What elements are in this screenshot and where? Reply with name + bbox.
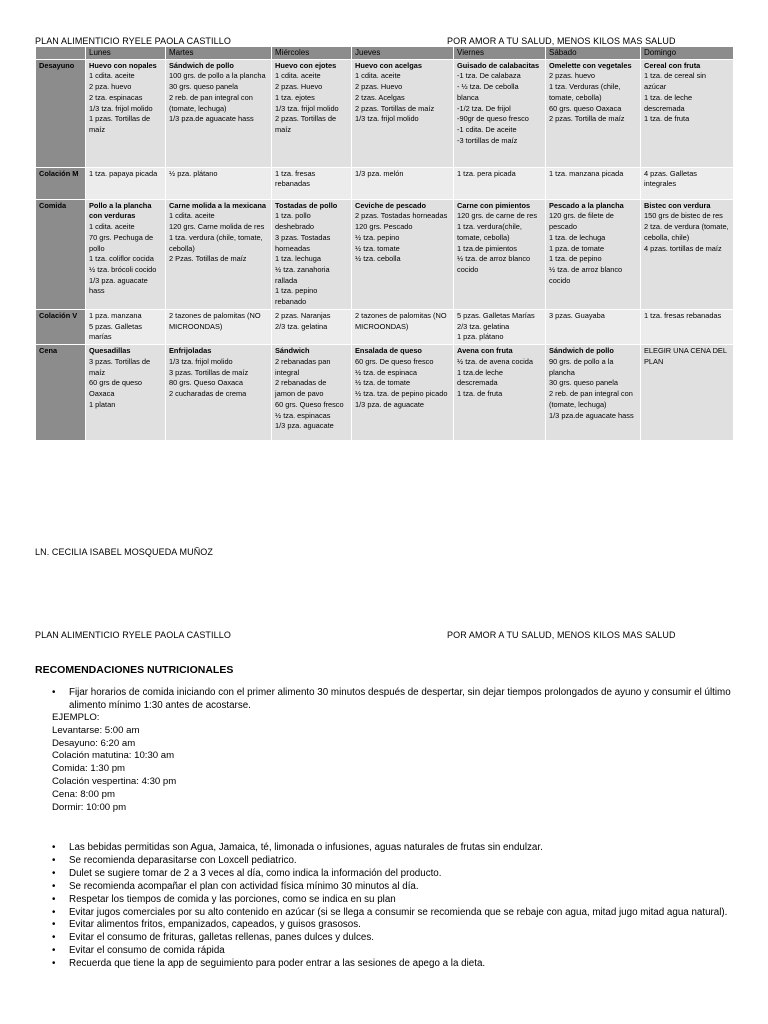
ingredient-line: -90gr de queso fresco	[457, 114, 529, 124]
meal-cell	[454, 345, 546, 441]
ingredient-line: 2 reb. de pan integral con (tomate, lechuga)	[549, 389, 633, 409]
ingredient-line: 2 tza. espinacas	[89, 92, 143, 102]
ingredient-line: ½ tza. de arroz blanco cocido	[457, 254, 531, 274]
day-header: Miércoles	[272, 47, 352, 60]
ingredient-line: 1 tza. verdura (chile, tomate, cebolla)	[169, 232, 263, 253]
ingredient-line: 2 cucharadas de crema	[169, 389, 247, 399]
meal-cell	[166, 345, 272, 441]
ingredient-line: 1/3 tza. frijol molido	[275, 103, 339, 113]
ingredient-line: 1/3 pza. aguacate hass	[89, 275, 148, 296]
ingredient-line: 1 tza. fresas rebanadas	[644, 310, 722, 320]
ingredient-line: ½ tza. tomate	[355, 243, 400, 253]
ingredient-line: 2 tzas. Acelgas	[355, 92, 405, 102]
meal-cell	[546, 59, 641, 167]
day-header: Jueves	[352, 47, 454, 60]
meal-cell	[272, 309, 352, 344]
dish-name: Cereal con fruta	[644, 60, 701, 70]
meal-cell	[166, 167, 272, 199]
dish-name: Pescado a la plancha	[549, 200, 624, 210]
dish-name: Huevo con acelgas	[355, 60, 422, 70]
ingredient-line: 2/3 tza. gelatina	[275, 321, 328, 331]
ingredient-line: 1 tza. ejotes	[275, 92, 315, 102]
plan-title-2: PLAN ALIMENTICIO RYELE PAOLA CASTILLO	[35, 630, 231, 640]
recommendation-item: • Se recomienda acompañar el plan con actividad física mínimo 30 minutos al día.	[52, 881, 732, 894]
meal-cell	[641, 167, 734, 199]
ingredient-line: 60 grs. De queso fresco	[355, 356, 434, 366]
meal-cell	[352, 199, 454, 309]
recommendations-title: RECOMENDACIONES NUTRICIONALES	[35, 664, 234, 676]
dish-name: Huevo con nopales	[89, 60, 157, 70]
dish-name: Sándwich de pollo	[549, 346, 614, 356]
ingredient-line: 2 pzas. Tortillas de maíz	[275, 114, 337, 134]
meal-cell	[86, 309, 166, 344]
ingredient-line: 2 rebanadas de jamon de pavo	[275, 378, 327, 399]
day-header: Domingo	[641, 47, 734, 60]
meal-cell	[641, 59, 734, 167]
ingredient-line: 4 pzas. tortillas de maíz	[644, 243, 722, 253]
dish-name: Pollo a la plancha con verduras	[89, 200, 152, 221]
ingredient-line: 5 pzas. Galletas Marías	[457, 310, 535, 320]
meal-cell	[166, 199, 272, 309]
dish-name: Omelette con vegetales	[549, 60, 632, 70]
ingredient-line: 1 tza. de lechuga	[549, 232, 606, 242]
meal-plan-table	[35, 46, 734, 441]
ingredient-line: 1/3 pza.de aguacate hass	[549, 410, 634, 420]
ingredient-line: 1 platan	[89, 399, 116, 409]
meal-cell	[272, 59, 352, 167]
schedule-line: Colación matutina: 10:30 am	[52, 750, 175, 762]
ingredient-line: 1 pzas. Tortillas de maíz	[89, 114, 151, 134]
meal-cell	[166, 59, 272, 167]
recommendation-item: • Se recomienda deparasitarse con Loxcell pediatrico.	[52, 855, 732, 868]
ingredient-line: 1 tza. Verduras (chile, tomate, cebolla)	[549, 82, 621, 102]
dish-name: Sándwich	[275, 346, 310, 356]
ingredient-line: 1 cdita. aceite	[275, 71, 321, 81]
meal-cell	[454, 199, 546, 309]
ingredient-line: ½ tza. cebolla	[355, 254, 401, 264]
ingredient-line: 120 grs. Carne molida de res	[169, 222, 265, 232]
ingredient-line: 1 cdita. aceite	[169, 211, 215, 221]
ingredient-line: 1/3 pza. aguacate	[275, 421, 334, 431]
ingredient-line: 2 tazones de palomitas (NO MICROONDAS)	[169, 310, 261, 331]
meal-cell	[352, 167, 454, 199]
ingredient-line: 1/3 tza. frijol molido	[355, 114, 419, 124]
ingredient-line: 1/3 pza.de aguacate hass	[169, 114, 254, 124]
ingredient-line: 70 grs. Pechuga de pollo	[89, 232, 154, 253]
meal-cell	[86, 345, 166, 441]
ingredient-line: ½ tza. de tomate	[355, 378, 411, 388]
ingredient-line: 90 grs. de pollo a la plancha	[549, 356, 614, 377]
ingredient-line: 80 grs. Queso Oaxaca	[169, 378, 243, 388]
meal-cell	[86, 199, 166, 309]
ingredient-line: 1 tza.de pimientos	[457, 243, 517, 253]
dish-name: Tostadas de pollo	[275, 200, 338, 210]
meal-cell	[272, 199, 352, 309]
plan-slogan-2: POR AMOR A TU SALUD, MENOS KILOS MAS SALUD	[447, 630, 676, 640]
meal-label: Cena	[36, 345, 86, 441]
ingredient-line: 2 reb. de pan integral con (tomate, lechuga)	[169, 92, 253, 113]
ingredient-line: -1 tza. De calabaza	[457, 71, 521, 81]
meal-label: Desayuno	[36, 59, 86, 167]
meal-cell	[454, 309, 546, 344]
dish-name: Carne con pimientos	[457, 200, 531, 210]
ingredient-line: 2 pzas. Huevo	[275, 82, 323, 92]
ingredient-line: 1 pza. de tomate	[549, 243, 605, 253]
ingredient-line: 2 tazones de palomitas (NO MICROONDAS)	[355, 310, 447, 331]
ingredient-line: 1 tza. de cereal sin azúcar	[644, 71, 707, 92]
recommendation-item: • Evitar jugos comerciales por su alto contenido en azúcar (si se llega a consumir se recomienda que se rebaje con agua, mitad jugo mitad agua natural).	[52, 907, 732, 920]
recommendation-item: • Recuerda que tiene la app de seguimiento para poder entrar a las sesiones de apego a la dieta.	[52, 958, 732, 971]
ingredient-line: 2 Pzas. Totillas de maíz	[169, 254, 247, 264]
ingredient-line: 1 tza.de leche descremada	[457, 367, 504, 388]
ingredient-line: ½ tza. de arroz blanco cocido	[549, 265, 623, 285]
ingredient-line: 1 cdita. aceite	[89, 222, 135, 232]
ingredient-line: 2 pzas. Tortillas de maíz	[355, 103, 435, 113]
day-header: Martes	[166, 47, 272, 60]
meal-cell	[352, 345, 454, 441]
ingredient-line: - ½ tza. De cebolla blanca	[457, 82, 519, 102]
ingredient-line: 1 tza. verdura(chile, tomate, cebolla)	[457, 222, 522, 242]
schedule-line: EJEMPLO:	[52, 712, 100, 723]
ingredient-line: -1 cdita. De aceite	[457, 125, 517, 134]
ingredient-line: 1 tza. fresas rebanadas	[275, 168, 316, 189]
meal-label: Colación V	[36, 309, 86, 344]
recommendation-item: • Respetar los tiempos de comida y las porciones, como se indica en su plan	[52, 894, 732, 907]
meal-cell	[86, 167, 166, 199]
meal-cell	[166, 309, 272, 344]
dish-name: Carne molida a la mexicana	[169, 200, 266, 210]
ingredient-line: 2 rebanadas pan integral	[275, 356, 331, 377]
ingredient-line: 1/3 tza. frijol molido	[169, 356, 233, 366]
ingredient-line: 1 tza. pollo deshebrado	[275, 211, 315, 232]
ingredient-line: 2 tza. de verdura (tomate, cebolla, chile)	[644, 222, 729, 242]
meal-cell	[641, 345, 734, 441]
ingredient-line: 2 pzas. Huevo	[355, 82, 403, 92]
meal-cell	[272, 167, 352, 199]
plan-slogan: POR AMOR A TU SALUD, MENOS KILOS MAS SALUD	[447, 36, 676, 46]
ingredient-line: ½ tza. brócoli cocido	[89, 265, 157, 274]
ingredient-line: 3 pzas. Guayaba	[549, 310, 605, 320]
ingredient-line: 1/3 pza. de aguacate	[355, 399, 425, 409]
ingredient-line: ½ tza. de espinaca	[355, 367, 418, 377]
ingredient-line: 150 grs de bistec de res	[644, 211, 723, 221]
meal-cell	[272, 345, 352, 441]
ingredient-line: 2 pzas. Naranjas	[275, 310, 331, 320]
ingredient-line: 2 pzas. huevo	[549, 71, 596, 81]
meal-label: Colación M	[36, 167, 86, 199]
meal-cell	[546, 345, 641, 441]
ingredient-line: 3 pzas. Tortillas de maíz	[89, 356, 151, 377]
table-row	[36, 199, 734, 309]
meal-cell	[454, 59, 546, 167]
meal-cell	[454, 167, 546, 199]
recommendations-list	[52, 842, 732, 971]
meal-cell	[352, 309, 454, 344]
dish-name: Enfrijoladas	[169, 346, 212, 356]
ingredient-line: ½ tza. pepino	[355, 232, 400, 242]
schedule-line: Cena: 8:00 pm	[52, 788, 115, 800]
meal-label: Comida	[36, 199, 86, 309]
ingredient-line: 2 pzas. Tostadas horneadas	[355, 211, 448, 221]
table-row	[36, 59, 734, 167]
table-row	[36, 345, 734, 441]
ingredient-line: 1/3 tza. frijol molido	[89, 103, 153, 113]
ingredient-line: ELEGIR UNA CENA DEL PLAN	[644, 346, 727, 366]
dish-name: Ceviche de pescado	[355, 200, 427, 210]
ingredient-line: ½ tza. zanahoria rallada	[275, 265, 330, 285]
ingredient-line: 3 pzas. Tortillas de maíz	[169, 367, 249, 377]
recommendation-item: • Evitar alimentos fritos, empanizados, capeados, y guisos grasosos.	[52, 919, 732, 932]
ingredient-line: 4 pzas. Galletas integrales	[644, 168, 697, 189]
ingredient-line: 120 grs. de carne de res	[457, 211, 538, 221]
ingredient-line: 1 tza. pera picada	[457, 168, 516, 178]
dish-name: Quesadillas	[89, 346, 131, 356]
dish-name: Bistec con verdura	[644, 200, 711, 210]
ingredient-line: ½ pza. plátano	[169, 168, 218, 178]
ingredient-line: 1 cdita. aceite	[89, 71, 135, 81]
ingredient-line: 1 tza. de leche descremada	[644, 92, 693, 113]
schedule-line: Dormir: 10:00 pm	[52, 801, 127, 813]
ingredient-line: 1 tza. lechuga	[275, 254, 322, 264]
dish-name: Guisado de calabacitas	[457, 60, 540, 70]
ingredient-line: -1/2 tza. De frijol	[457, 103, 511, 113]
day-header: Viernes	[454, 47, 546, 60]
schedule-line: Desayuno: 6:20 am	[52, 737, 136, 749]
table-header-row	[36, 47, 734, 60]
recommendation-item: • Evitar el consumo de comida rápida	[52, 945, 732, 958]
ingredient-line: 60 grs. queso Oaxaca	[549, 103, 622, 113]
ingredient-line: 100 grs. de pollo a la plancha	[169, 71, 266, 81]
ingredient-line: 1 tza. de fruta	[644, 114, 690, 124]
dish-name: Sándwich de pollo	[169, 60, 234, 70]
dish-name: Huevo con ejotes	[275, 60, 337, 70]
ingredient-line: 3 pzas. Tostadas horneadas	[275, 232, 331, 253]
day-header: Lunes	[86, 47, 166, 60]
ingredient-line: -3 tortillas de maíz	[457, 135, 518, 145]
signature: LN. CECILIA ISABEL MOSQUEDA MUÑOZ	[35, 547, 214, 557]
ingredient-line: 5 pzas. Galletas marías	[89, 321, 142, 342]
meal-cell	[546, 167, 641, 199]
ingredient-line: 120 grs. de filete de pescado	[549, 211, 614, 232]
bullet-icon: •	[52, 687, 56, 698]
table-corner	[36, 47, 86, 60]
ingredient-line: 1 tza. pepino rebanado	[275, 286, 318, 307]
recommendation-item: • Dulet se sugiere tomar de 2 a 3 veces al día, como indica la información del producto.	[52, 868, 732, 881]
dish-name: Ensalada de queso	[355, 346, 422, 356]
ingredient-line: 1 tza. coliflor cocida	[89, 254, 154, 264]
schedule-line: Colación vespertina: 4:30 pm	[52, 775, 177, 787]
table-row	[36, 309, 734, 344]
ingredient-line: 2/3 tza. gelatina	[457, 321, 510, 331]
ingredient-line: 1 tza. papaya picada	[89, 168, 158, 178]
recommendation-item: • Las bebidas permitidas son Agua, Jamaica, té, limonada o infusiones, aguas naturales de frutas sin endulzar.	[52, 842, 732, 855]
ingredient-line: 60 grs de queso Oaxaca	[89, 378, 143, 399]
ingredient-line: 1 pza. plátano	[457, 332, 504, 342]
ingredient-line: ½ tza. tza. de pepino picado	[355, 389, 448, 399]
table-row	[36, 167, 734, 199]
ingredient-line: 1 tza. de pepino	[549, 254, 602, 264]
schedule-example	[52, 712, 176, 814]
ingredient-line: 2 pza. huevo	[89, 82, 132, 92]
ingredient-line: 1 cdita. aceite	[355, 71, 401, 81]
meal-cell	[352, 59, 454, 167]
meal-cell	[546, 309, 641, 344]
recommendation-item: • Evitar el consumo de frituras, galletas rellenas, panes dulces y dulces.	[52, 932, 732, 945]
dish-name: Avena con fruta	[457, 346, 513, 356]
meal-cell	[641, 309, 734, 344]
ingredient-line: ½ tza. de avena cocida	[457, 356, 534, 366]
ingredient-line: 2 pzas. Tortilla de maíz	[549, 114, 625, 124]
recommendation-text: Fijar horarios de comida iniciando con el primer alimento 30 minutos después de despertar, sin dejar tiempos prolongados de ayuno y consumir el último alimento mínimo 1:30 antes de acostarse.	[69, 687, 731, 711]
ingredient-line: ½ tza. espinacas	[275, 410, 331, 420]
meal-cell	[86, 59, 166, 167]
ingredient-line: 1/3 pza. melón	[355, 168, 404, 178]
schedule-line: Comida: 1:30 pm	[52, 763, 126, 775]
recommendation-schedule	[52, 686, 732, 712]
meal-cell	[641, 199, 734, 309]
ingredient-line: 1 pza. manzana	[89, 310, 142, 320]
plan-title: PLAN ALIMENTICIO RYELE PAOLA CASTILLO	[35, 36, 231, 46]
meal-cell	[546, 199, 641, 309]
ingredient-line: 1 tza. manzana picada	[549, 168, 624, 178]
ingredient-line: 30 grs. queso panela	[169, 82, 239, 92]
day-header: Sábado	[546, 47, 641, 60]
ingredient-line: 30 grs. queso panela	[549, 378, 619, 388]
ingredient-line: 60 grs. Queso fresco	[275, 399, 344, 409]
ingredient-line: 120 grs. Pescado	[355, 222, 413, 232]
ingredient-line: 1 tza. de fruta	[457, 389, 503, 399]
schedule-line: Levantarse: 5:00 am	[52, 724, 140, 736]
